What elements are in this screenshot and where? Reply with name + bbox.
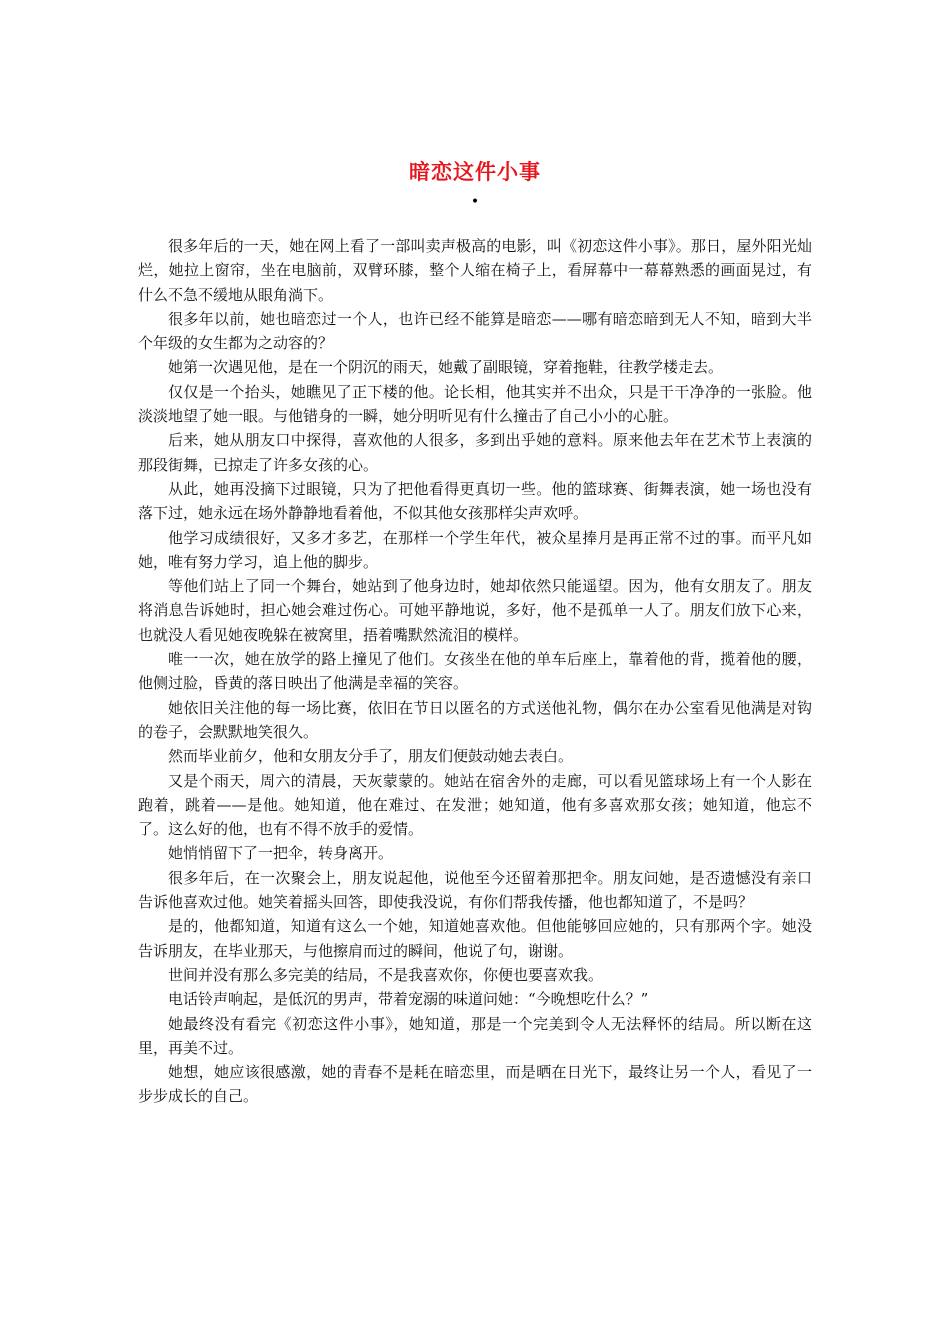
paragraph: 是的，他都知道，知道有这么一个她，知道她喜欢他。但他能够回应她的，只有那两个字。她没告诉朋友，在毕业那天，与他擦肩而过的瞬间，他说了句，谢谢。 bbox=[138, 917, 812, 960]
paragraph: 然而毕业前夕，他和女朋友分手了，朋友们便鼓动她去表白。 bbox=[168, 747, 574, 766]
article-body bbox=[138, 234, 812, 1109]
document-title: 暗恋这件小事 bbox=[409, 159, 541, 184]
paragraph: 电话铃声响起，是低沉的男声，带着宠溺的味道问她：“今晚想吃什么？” bbox=[168, 990, 649, 1009]
paragraph: 她最终没有看完《初恋这件小事》，她知道，那是一个完美到令人无法释怀的结局。所以断在这里，再美不过。 bbox=[138, 1014, 812, 1057]
paragraph: 仅仅是一个抬头，她瞧见了正下楼的他。论长相，他其实并不出众，只是干干净净的一张脸。他淡淡地望了她一眼。与他错身的一瞬，她分明听见有什么撞击了自己小小的心脏。 bbox=[138, 382, 812, 426]
paragraph: 唯一一次，她在放学的路上撞见了他们。女孩坐在他的单车后座上，靠着他的背，揽着他的腰，他侧过脸，昏黄的落日映出了他满是幸福的笑容。 bbox=[138, 650, 812, 693]
paragraph: 很多年以前，她也暗恋过一个人，也许已经不能算是暗恋——哪有暗恋暗到无人不知，暗到大半个年级的女生都为之动容的？ bbox=[138, 309, 812, 353]
title-bullet: • bbox=[470, 194, 480, 210]
paragraph: 又是个雨天，周六的清晨，天灰蒙蒙的。她站在宿舍外的走廊，可以看见篮球场上有一个人影在跑着，跳着——是他。她知道，他在难过、在发泄；她知道，他有多喜欢那女孩；她知道，他忘不了。这么好的他，也有不得不放手的爱情。 bbox=[138, 771, 812, 839]
paragraph: 世间并没有那么多完美的结局，不是我喜欢你，你便也要喜欢我。 bbox=[168, 965, 604, 984]
paragraph: 她悄悄留下了一把伞，转身离开。 bbox=[168, 844, 394, 863]
paragraph: 她依旧关注他的每一场比赛，依旧在节日以匿名的方式送他礼物，偶尔在办公室看见他满是对钩的卷子，会默默地笑很久。 bbox=[138, 698, 812, 741]
paragraph: 她想，她应该很感激，她的青春不是耗在暗恋里，而是晒在日光下，最终让另一个人，看见了一步步成长的自己。 bbox=[138, 1063, 812, 1106]
paragraph: 后来，她从朋友口中探得，喜欢他的人很多，多到出乎她的意料。原来他去年在艺术节上表演的那段街舞，已掠走了许多女孩的心。 bbox=[138, 431, 812, 474]
paragraph: 等他们站上了同一个舞台，她站到了他身边时，她却依然只能遥望。因为，他有女朋友了。朋友将消息告诉她时，担心她会难过伤心。可她平静地说，多好，他不是孤单一人了。朋友们放下心来，也就没人看见她夜晚躲在被窝里，捂着嘴默然流泪的模样。 bbox=[138, 577, 812, 644]
paragraph: 她第一次遇见他，是在一个阴沉的雨天，她戴了副眼镜，穿着拖鞋，往教学楼走去。 bbox=[168, 358, 724, 377]
paragraph: 很多年后的一天，她在网上看了一部叫卖声极高的电影，叫《初恋这件小事》。那日，屋外阳光灿烂，她拉上窗帘，坐在电脑前，双臂环膝，整个人缩在椅子上，看屏幕中一幕幕熟悉的画面晃过，有什么不急不缓地从眼角淌下。 bbox=[138, 237, 812, 304]
paragraph: 从此，她再没摘下过眼镜，只为了把他看得更真切一些。他的篮球赛、街舞表演，她一场也没有落下过，她永远在场外静静地看着他，不似其他女孩那样尖声欢呼。 bbox=[138, 479, 812, 523]
paragraph: 很多年后，在一次聚会上，朋友说起他，说他至今还留着那把伞。朋友问她，是否遗憾没有亲口告诉他喜欢过他。她笑着摇头回答，即使我没说，有你们帮我传播，他也都知道了，不是吗？ bbox=[138, 868, 812, 912]
paragraph: 他学习成绩很好，又多才多艺，在那样一个学生年代，被众星捧月是再正常不过的事。而平凡如她，唯有努力学习，追上他的脚步。 bbox=[138, 528, 812, 571]
